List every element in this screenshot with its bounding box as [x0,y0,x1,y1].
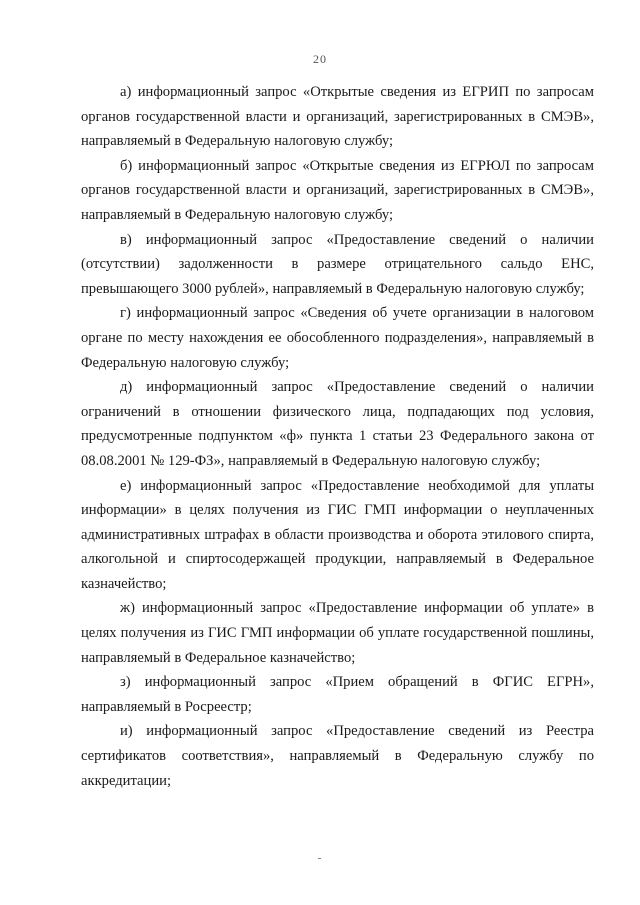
paragraph-b: б) информационный запрос «Открытые сведения из ЕГРЮЛ по запросам органов государственной власти и организаций, зарегистрированных в СМЭВ», направляемый в Федеральную налоговую службу; [81,157,594,223]
footer-dot [318,858,321,859]
document-body [81,80,594,793]
paragraph-z: з) информационный запрос «Прием обращений в ФГИС ЕГРН», направляемый в Росреестр; [81,674,594,715]
paragraph-e: е) информационный запрос «Предоставление необходимой для уплаты информации» в целях получения из ГИС ГМП информации о неуплаченных административных штрафах в области производства и оборота этилового спирта, алкогольной и спиртосодержащей продукции, направляемый в Федеральное казначейство; [81,477,594,592]
paragraph-g: г) информационный запрос «Сведения об учете организации в налоговом органе по месту нахождения ее обособленного подразделения», направляемый в Федеральную налоговую службу; [81,305,594,371]
page-number: 20 [313,52,327,66]
paragraph-a: а) информационный запрос «Открытые сведения из ЕГРИП по запросам органов государственной власти и организаций, зарегистрированных в СМЭВ», направляемый в Федеральную налоговую службу; [81,84,594,150]
paragraph-i: и) информационный запрос «Предоставление сведений из Реестра сертификатов соответствия», направляемый в Федеральную службу по аккредитации; [81,723,594,789]
paragraph-v: в) информационный запрос «Предоставление сведений о наличии (отсутствии) задолженности в размере отрицательного сальдо ЕНС, превышающего 3000 рублей», направляемый в Федеральную налоговую службу; [81,231,594,297]
paragraph-zh: ж) информационный запрос «Предоставление информации об уплате» в целях получения из ГИС ГМП информации об уплате государственной пошлины, направляемый в Федеральное казначейство; [81,600,594,666]
paragraph-d: д) информационный запрос «Предоставление сведений о наличии ограничений в отношении физического лица, подпадающих под условия, предусмотренные подпунктом «ф» пункта 1 статьи 23 Федерального закона от 08.08.2001 № 129-ФЗ», направляемый в Федеральную налоговую службу; [81,379,594,469]
